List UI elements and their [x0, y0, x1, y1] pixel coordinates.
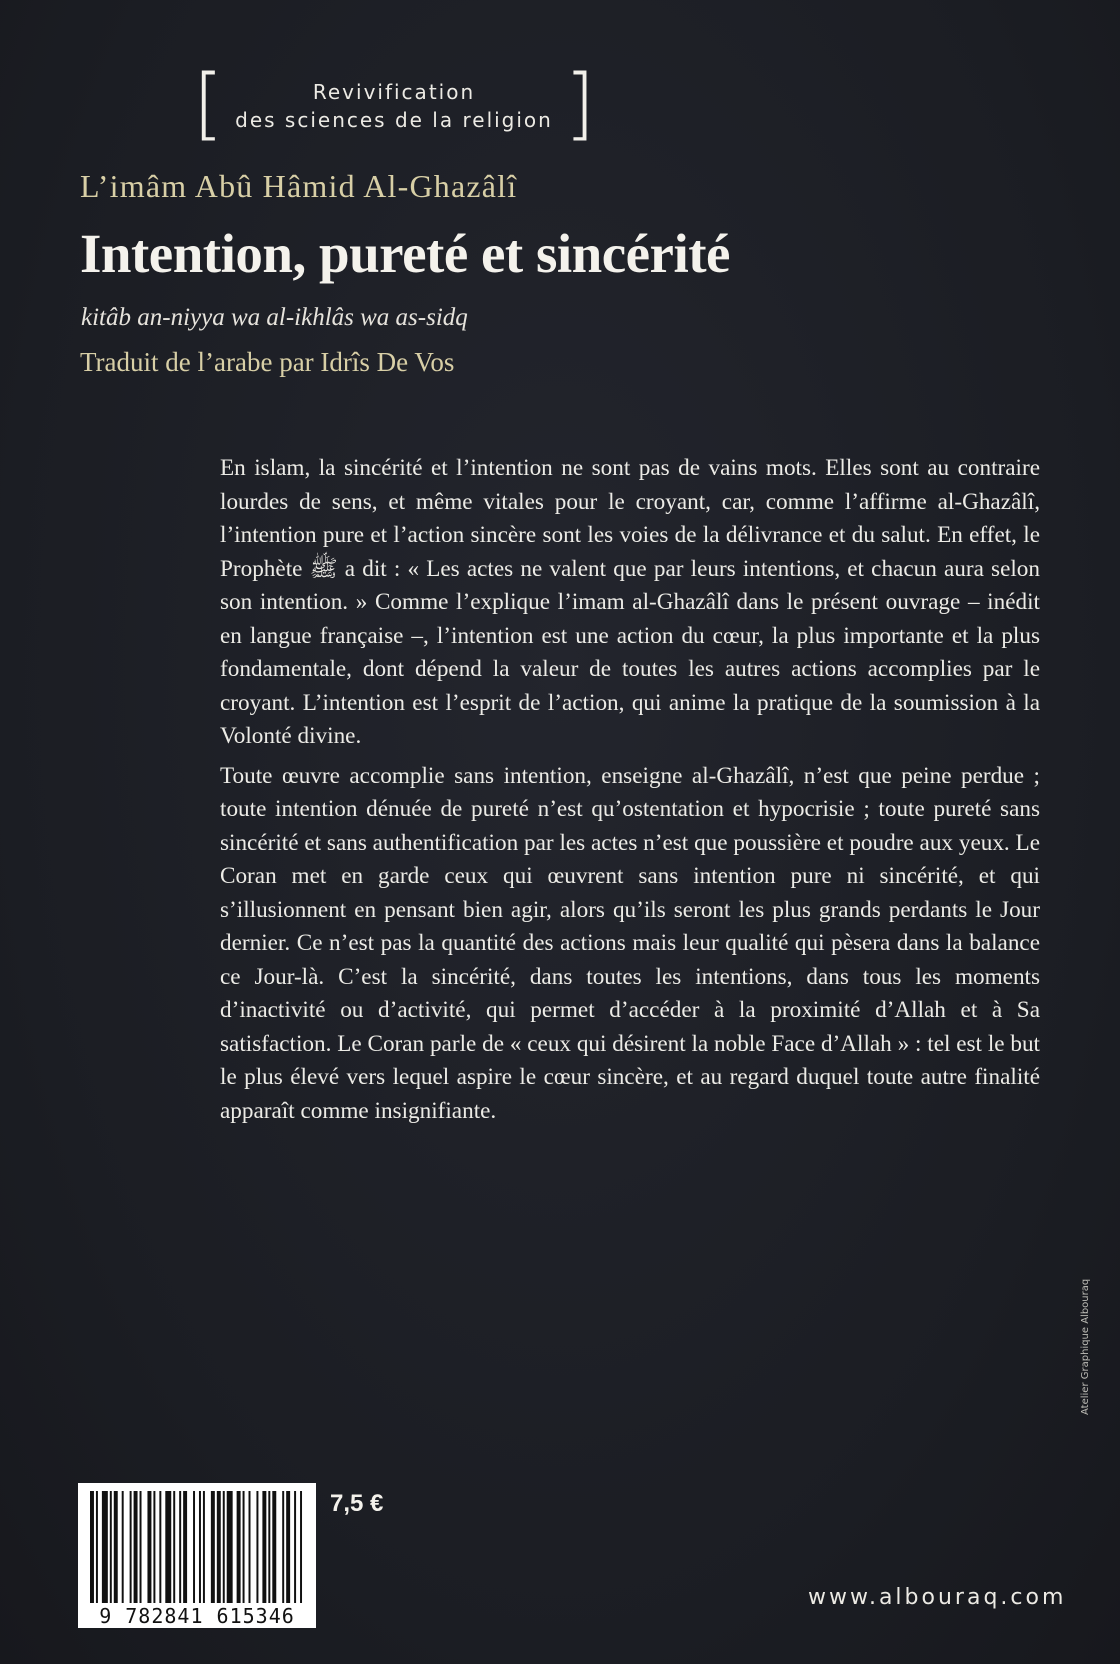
- barcode-bar: [237, 1491, 241, 1603]
- blurb-paragraph-2: Toute œuvre accomplie sans intention, enseigne al-Ghazâlî, n’est que peine perdue ; toute intention dénuée de pureté n’est qu’ostentation et hypocrisie ; toute pureté sans sincérité et sans authentification par les actes n’est que poussière et poudre aux yeux. Le Coran met en garde ceux qui œuvrent sans intention pure ni sincérité, et qui s’illusionnent en pensant bien agir, alors qu’ils seront les plus grands perdants le Jour dernier. Ce n’est pas la quantité des actions mais leur qualité qui pèsera dans la balance ce Jour-là. C’est la sincérité, dans toutes les intentions, dans tous les moments d’inactivité ou d’activité, qui permet d’accéder à la proximité d’Allah et à Sa satisfaction. Le Coran parle de « ceux qui désirent la noble Face d’Allah » : tel est le but le plus élevé vers lequel aspire le cœur sincère, et au regard duquel toute autre finalité apparaît comme insignifiante.: [220, 762, 1040, 1124]
- blurb-text: [220, 452, 1040, 1128]
- series-line-2: des sciences de la religion: [235, 108, 553, 132]
- author-name: L’imâm Abû Hâmid Al-Ghazâlî: [80, 168, 518, 204]
- barcode-bar: [203, 1491, 205, 1603]
- website-url: www.albouraq.com: [808, 1585, 1067, 1610]
- barcode-bar: [211, 1491, 215, 1603]
- barcode-bar: [96, 1491, 98, 1603]
- translator-credit: Traduit de l’arabe par Idrîs De Vos: [80, 347, 455, 377]
- barcode-bar: [256, 1491, 258, 1603]
- barcode-bar: [179, 1491, 181, 1603]
- barcode-bar: [243, 1491, 245, 1603]
- barcode-bar: [147, 1491, 151, 1603]
- barcode-bar: [262, 1491, 266, 1603]
- barcode-bar: [183, 1491, 187, 1603]
- barcode-bar: [300, 1491, 302, 1603]
- barcode-bar: [249, 1491, 251, 1603]
- blurb-paragraph-1: En islam, la sincérité et l’intention ne sont pas de vains mots. Elles sont au contraire lourdes de sens, et même vitales pour le croyant, car, comme l’affirme al-Ghazâlî, l’intention pure et l’action sincère sont les voies de la délivrance et du salut. En effet, le Prophète ﷺ a dit : « Les actes ne valent que par leurs intentions, et chacun aura selon son intention. » Comme l’explique l’imam al-Ghazâlî dans le présent ouvrage – inédit en langue française –, l’intention est une action du cœur, la plus importante et la plus fondamentale, dont dépend la valeur de toutes les autres actions accomplies par le croyant. L’intention est l’esprit de l’action, qui anime la pratique de la soumission à la Volonté divine.: [220, 455, 1040, 749]
- barcode-bar: [217, 1491, 221, 1603]
- barcode-bar: [272, 1491, 276, 1603]
- barcode-bar: [110, 1491, 112, 1603]
- design-credit: Atelier Graphique Albouraq: [1080, 1278, 1091, 1415]
- price: 7,5 €: [330, 1490, 384, 1517]
- barcode-bar: [286, 1491, 290, 1603]
- barcode-bar: [268, 1491, 270, 1603]
- barcode: [78, 1483, 316, 1628]
- barcode-bar: [114, 1491, 118, 1603]
- bracket-right: ]: [564, 59, 595, 149]
- series-line-1: Revivification: [312, 80, 476, 104]
- barcode-bar: [227, 1491, 233, 1603]
- book-title: Intention, pureté et sincérité: [80, 223, 730, 284]
- barcode-bar: [173, 1491, 175, 1603]
- barcode-bars: [88, 1491, 306, 1603]
- barcode-bar: [153, 1491, 155, 1603]
- barcode-bar: [130, 1491, 132, 1603]
- barcode-bar: [90, 1491, 94, 1603]
- barcode-bar: [199, 1491, 201, 1603]
- barcode-bar: [102, 1491, 108, 1603]
- barcode-digits: 9 782841 615346: [99, 1604, 295, 1628]
- barcode-bar: [122, 1491, 124, 1603]
- series-text: [215, 78, 573, 134]
- barcode-bar: [165, 1491, 171, 1603]
- barcode-bar: [140, 1491, 142, 1603]
- barcode-bar: [282, 1491, 284, 1603]
- barcode-bar: [159, 1491, 161, 1603]
- barcode-bar: [193, 1491, 195, 1603]
- barcode-bar: [134, 1491, 138, 1603]
- bracket-left: [: [193, 59, 224, 149]
- barcode-bar: [294, 1491, 296, 1603]
- book-subtitle: kitâb an-niyya wa al-ikhlâs wa as-sidq: [81, 304, 468, 331]
- series-label: [193, 59, 595, 149]
- barcode-bar: [223, 1491, 225, 1603]
